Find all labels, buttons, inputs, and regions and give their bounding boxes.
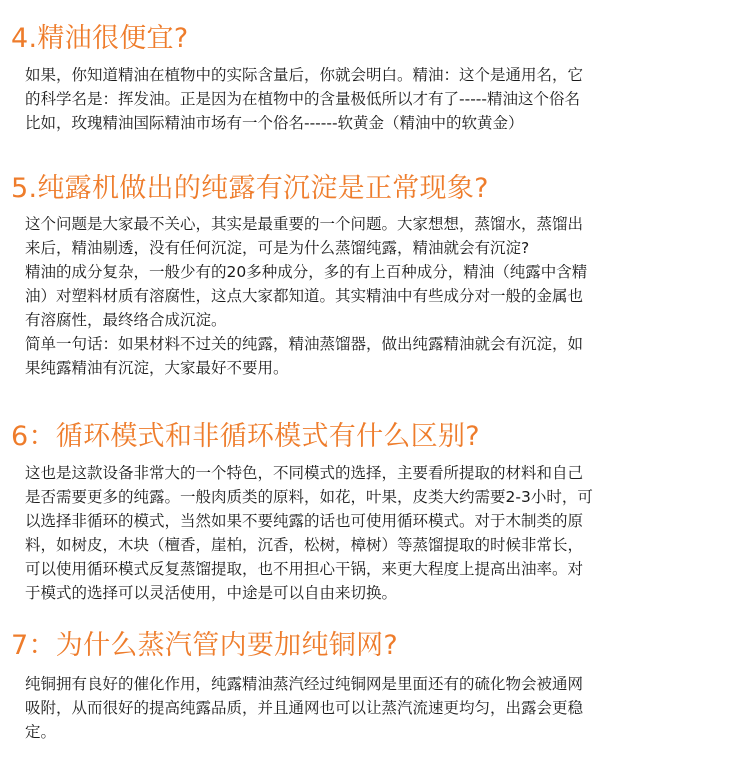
text-line: 这个问题是大家最不关心，其实是最重要的一个问题。大家想想，蒸馏水，蒸馏出 [25, 215, 584, 233]
text-line: 如果，你知道精油在植物中的实际含量后，你就会明白。精油：这个是通用名，它 [25, 66, 584, 84]
text-line: 吸附，从而很好的提高纯露品质，并且通网也可以让蒸汽流速更均匀，出露会更稳 [25, 699, 584, 717]
text-line: 可以使用循环模式反复蒸馏提取，也不用担心干锅，来更大程度上提高出油率。对 [25, 560, 584, 578]
text-line: 这也是这款设备非常大的一个特色，不同模式的选择，主要看所提取的材料和自己 [25, 464, 584, 482]
section-heading: 7：为什么蒸汽管内要加纯铜网? [11, 630, 399, 661]
text-line: 果纯露精油有沉淀，大家最好不要用。 [25, 359, 289, 377]
section-heading: 6：循环模式和非循环模式有什么区别? [11, 421, 480, 452]
text-line: 纯铜拥有良好的催化作用，纯露精油蒸汽经过纯铜网是里面还有的硫化物会被通网 [25, 675, 584, 693]
text-line: 以选择非循环的模式，当然如果不要纯露的话也可使用循环模式。对于木制类的原 [25, 512, 584, 530]
section-heading: 4.精油很便宜? [11, 23, 189, 54]
section-heading: 5.纯露机做出的纯露有沉淀是正常现象? [11, 173, 489, 204]
section-body [25, 461, 725, 605]
section-body [25, 212, 725, 380]
text-line: 比如，玫瑰精油国际精油市场有一个俗名------软黄金（精油中的软黄金） [25, 114, 524, 132]
text-line: 油）对塑料材质有溶腐性，这点大家都知道。其实精油中有些成分对一般的金属也 [25, 287, 584, 305]
section-body [25, 63, 725, 135]
section-body [25, 672, 725, 744]
text-line: 精油的成分复杂，一般少有的20多种成分，多的有上百种成分，精油（纯露中含精 [25, 263, 588, 281]
text-line: 是否需要更多的纯露。一般肉质类的原料，如花，叶果，皮类大约需要2-3小时，可 [25, 488, 593, 506]
text-line: 定。 [25, 723, 57, 741]
text-line: 的科学名是：挥发油。正是因为在植物中的含量极低所以才有了-----精油这个俗名 [25, 90, 580, 108]
text-line: 简单一句话：如果材料不过关的纯露，精油蒸馏器，做出纯露精油就会有沉淀，如 [25, 335, 584, 353]
text-line: 有溶腐性，最终络合成沉淀。 [25, 311, 227, 329]
text-line: 来后，精油剔透，没有任何沉淀，可是为什么蒸馏纯露，精油就会有沉淀? [25, 239, 530, 257]
text-line: 料，如树皮，木块（檀香，崖柏，沉香，松树，樟树）等蒸馏提取的时候非常长， [25, 536, 584, 554]
text-line: 于模式的选择可以灵活使用，中途是可以自由来切换。 [25, 584, 398, 602]
